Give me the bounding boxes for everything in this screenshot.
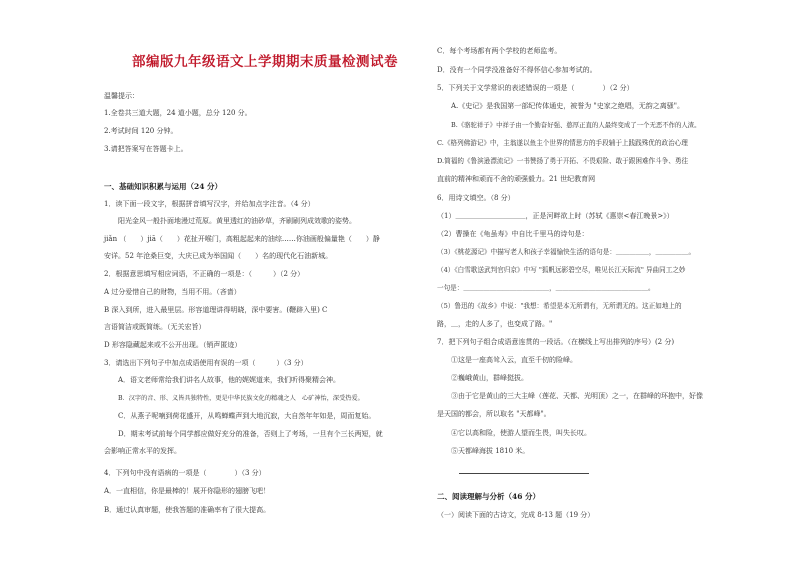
question-4-option-c: C．每个考场都有两个学校的老师监考。 <box>437 47 562 55</box>
tip-1: 1.全卷共三道大题，24 道小题，总分 120 分。 <box>104 109 252 117</box>
question-2-option-d: D 形容隐藏起来或不公开出现。（销声匿迹） <box>104 341 242 349</box>
question-2-option-a: A 过分爱惜自己的财物，当用不用。（吝啬） <box>104 288 241 296</box>
question-5-option-d: D.简福的《鲁滨逊漂流记》一书赞扬了勇于开拓、不畏艰险、敢于跟困难作斗争、勇往 <box>437 157 689 165</box>
question-5-option-b: B.《骆驼祥子》中祥子由一个勤奋好强、憨厚正直的人最终变成了一个无恶不作的人渣。 <box>451 121 701 129</box>
question-7-sentence-3-cont: 是天国的都会，所以取名 "天都峰"。 <box>437 410 551 418</box>
question-1: 1．读下面一段文字，根据拼音填写汉字，并给加点字注音。（4 分） <box>104 200 315 208</box>
tip-3: 3.请把答案写在答题卡上。 <box>104 145 188 153</box>
question-5-option-c: C.《格列佛游记》中，主翁遂以鱼主个世界的情思方的手段辅于上践践殊优的政治心理 <box>437 139 688 147</box>
question-3-option-b: B．汉字的音、形、义皆具独特性，更是中华民族文化的精魂之人 心矿神怡，深受热爱。 <box>118 395 364 402</box>
question-2: 2．根据意思填写相应词语，不正确的一项是：（ ）（2 分） <box>104 270 305 278</box>
question-6-item-4-blank: 一句是：＿＿＿＿＿＿＿＿＿＿＿＿＿，＿＿＿＿＿＿＿＿＿＿＿＿＿＿。 <box>437 284 655 292</box>
question-3: 3．请选出下列句子中加点成语使用有误的一项（ ）（3 分） <box>104 359 308 367</box>
question-7-sentence-3: ③由于它是黄山的三大主峰（莲花、天都、光明顶）之一，在群峰的环抱中，好像 <box>451 392 703 400</box>
tips-heading: 温馨提示： <box>104 92 139 100</box>
question-6-item-4: （4）《白雪歌送武判官归京》中写 "狐帆远影碧空尽，唯见长江天际流" 异曲同工之妙 <box>437 266 686 274</box>
question-7-sentence-5: ⑤天都峰海拔 1810 米。 <box>451 447 530 455</box>
question-7: 7．把下列句子组合成语意连贯的一段话。（在横线上写出排列的序号）(2 分) <box>437 338 675 346</box>
question-7-answer-line[interactable] <box>459 473 589 474</box>
question-4-option-a: A．一直相信，你是最棒的！展开你隐形的翅膀飞吧！ <box>104 487 271 495</box>
question-4-option-d: D．没有一个同学没准备好不得怀信心参加考试的。 <box>437 66 597 74</box>
exam-title: 部编版九年级语文上学期期末质量检测试卷 <box>132 54 398 70</box>
question-7-sentence-4: ④它以高和险，使游人望而生畏，叫失长叹。 <box>451 429 591 437</box>
question-5: 5．下列关于文学常识的表述错误的一项是（ ）（2 分） <box>437 84 634 92</box>
section-2-heading: 二、阅读理解与分析（46 分） <box>437 492 541 501</box>
question-6-item-3: （3）《桃花源记》中描写老人和孩子幸福愉快生活的语句是：＿＿＿＿＿，＿＿＿＿＿。 <box>437 248 696 256</box>
question-6: 6．用诗文填空。（8 分） <box>437 194 515 202</box>
question-7-sentence-1: ①这是一座高耸入云，直至千仞的险峰。 <box>451 356 577 364</box>
question-6-item-5: （5）鲁迅的《故乡》中说："我想：希望是本无所谓有，无所谓无的。这正如地上的 <box>437 302 682 310</box>
question-6-item-5-cont: 路，＿，走的人多了，也变成了路。" <box>437 320 553 328</box>
question-5-option-d-cont: 直前的精神和顽而不舍的顽强毅力。21 世纪教育网 <box>437 175 596 183</box>
question-2-option-b: B 深入到所，进入最里层。形容道理讲得明晓，深中要害。(鞭辟入里) C <box>104 306 328 314</box>
tip-2: 2.考试时间 120 分钟。 <box>104 127 178 135</box>
question-2-option-c: 言语简洁或既简练。（无关宏旨） <box>104 323 206 331</box>
question-3-option-d-cont: 会影响正常水平的发挥。 <box>104 447 181 455</box>
question-1-passage-line-1: 阳光金风一般扑面地漫过荒原。黄里透红的油砂草，齐刷刷列成效歌的姿势。 <box>118 217 356 225</box>
question-4: 4．下列句中没有语病的一项是（ ）（3 分） <box>104 469 266 477</box>
question-5-option-a: A.《史记》是我国第一部纪传体通史，被誉为 "史家之绝唱，无韵之离骚"。 <box>451 102 684 110</box>
question-3-option-a: A．语文老师常给我们讲名人故事，他的娓娓道来，我们听得聚精会神。 <box>118 376 341 384</box>
reading-part-1: （一）阅读下面的古诗文，完成 8-13 题（19 分） <box>437 511 595 519</box>
question-3-option-d: D．期末考试前每个同学都应做好充分的准备，否则上了考场，一旦有个三长两短，就 <box>118 430 383 438</box>
question-1-passage-line-2: jiǎn （ ）jiā（ ）花扯开喉门，高粗起起来的油综……你油画般偏量艳（ ）静 <box>104 235 380 243</box>
question-7-sentence-2: ②巍峨黄山，群峰挺拔。 <box>451 374 528 382</box>
question-4-option-b: B．通过认真审题，使我答题的准确率有了很大提高。 <box>104 506 271 514</box>
question-3-option-c: C．从燕子呢喃到荷花盛开，从鸣蝉蝶声到大地沉寂，大自然年年如是，周而复始。 <box>118 412 376 420</box>
question-6-item-1: （1）＿＿＿＿＿＿＿＿＿＿，正是河畔欲上时（苏轼《惠崇<春江晚景>》） <box>437 212 674 220</box>
section-1-heading: 一、基础知识积累与运用（24 分） <box>104 182 223 191</box>
question-6-item-2: （2）曹操在《龟虽寿》中自比千里马的诗句是： <box>437 230 589 238</box>
question-1-passage-line-3: 安详。52 年沧桑巨变，大庆已成为举国闻（ ）名的现代化石油新城。 <box>104 252 333 260</box>
